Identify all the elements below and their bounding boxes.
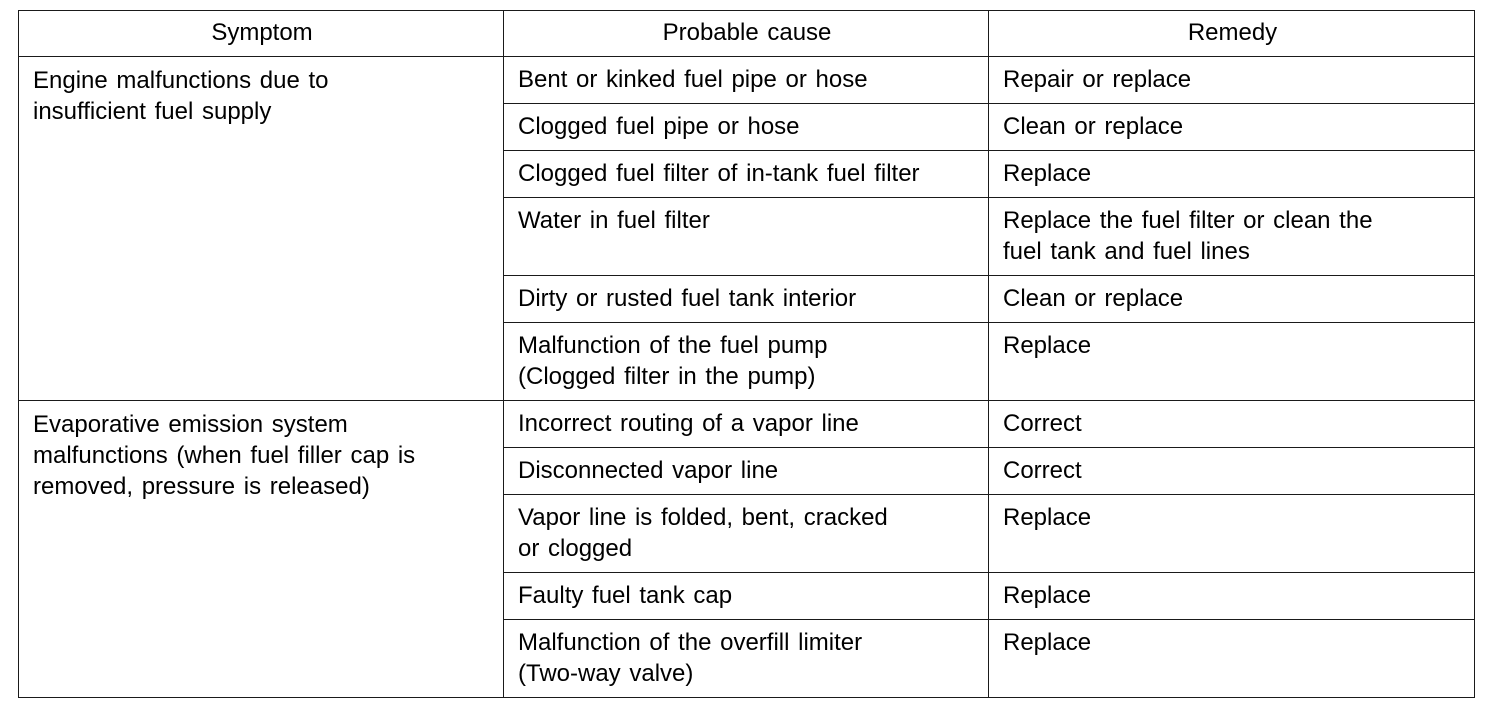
remedy-line: Repair or replace — [1003, 66, 1192, 93]
symptom-line: insufficient fuel supply — [33, 98, 272, 125]
probable-cause-cell — [504, 276, 989, 323]
probable-cause-line: (Two-way valve) — [518, 660, 694, 687]
remedy-cell — [989, 276, 1475, 323]
symptom-line: Evaporative emission system — [33, 411, 348, 438]
remedy-cell — [989, 104, 1475, 151]
remedy-cell — [989, 401, 1475, 448]
troubleshooting-table — [18, 10, 1475, 698]
table-row — [19, 57, 1475, 104]
remedy-line: Replace — [1003, 582, 1092, 609]
remedy-line: Replace — [1003, 629, 1092, 656]
probable-cause-line: Malfunction of the overfill limiter — [518, 629, 863, 656]
probable-cause-line: Bent or kinked fuel pipe or hose — [518, 66, 868, 93]
remedy-line: Correct — [1003, 457, 1082, 484]
probable-cause-line: (Clogged filter in the pump) — [518, 363, 816, 390]
probable-cause-cell — [504, 448, 989, 495]
probable-cause-line: Clogged fuel pipe or hose — [518, 113, 800, 140]
table-body — [19, 57, 1475, 698]
remedy-cell — [989, 620, 1475, 698]
probable-cause-cell — [504, 57, 989, 104]
remedy-cell — [989, 323, 1475, 401]
remedy-line: Clean or replace — [1003, 285, 1184, 312]
probable-cause-cell — [504, 495, 989, 573]
symptom-line: removed, pressure is released) — [33, 473, 370, 500]
probable-cause-cell — [504, 620, 989, 698]
probable-cause-cell — [504, 573, 989, 620]
remedy-line: fuel tank and fuel lines — [1003, 238, 1250, 265]
probable-cause-line: Clogged fuel filter of in-tank fuel filter — [518, 160, 920, 187]
remedy-cell — [989, 448, 1475, 495]
table-row — [19, 401, 1475, 448]
symptom-line: malfunctions (when fuel filler cap is — [33, 442, 416, 469]
probable-cause-cell — [504, 104, 989, 151]
probable-cause-cell — [504, 151, 989, 198]
symptom-cell — [19, 57, 504, 401]
probable-cause-cell — [504, 198, 989, 276]
probable-cause-line: Water in fuel filter — [518, 207, 710, 234]
remedy-cell — [989, 495, 1475, 573]
probable-cause-line: Malfunction of the fuel pump — [518, 332, 828, 359]
probable-cause-line: Incorrect routing of a vapor line — [518, 410, 859, 437]
probable-cause-cell — [504, 401, 989, 448]
header-row — [19, 11, 1475, 57]
symptom-line: Engine malfunctions due to — [33, 67, 329, 94]
remedy-cell — [989, 151, 1475, 198]
remedy-cell — [989, 57, 1475, 104]
remedy-cell — [989, 198, 1475, 276]
probable-cause-line: or clogged — [518, 535, 633, 562]
probable-cause-line: Disconnected vapor line — [518, 457, 779, 484]
probable-cause-line: Faulty fuel tank cap — [518, 582, 733, 609]
probable-cause-line: Dirty or rusted fuel tank interior — [518, 285, 857, 312]
probable-cause-line: Vapor line is folded, bent, cracked — [518, 504, 888, 531]
remedy-line: Replace — [1003, 504, 1092, 531]
remedy-line: Replace — [1003, 160, 1092, 187]
header-remedy: Remedy — [989, 11, 1475, 57]
remedy-line: Replace — [1003, 332, 1092, 359]
probable-cause-cell — [504, 323, 989, 401]
header-probable-cause: Probable cause — [504, 11, 989, 57]
remedy-line: Replace the fuel filter or clean the — [1003, 207, 1373, 234]
remedy-line: Correct — [1003, 410, 1082, 437]
remedy-line: Clean or replace — [1003, 113, 1184, 140]
symptom-cell — [19, 401, 504, 698]
header-symptom: Symptom — [19, 11, 504, 57]
remedy-cell — [989, 573, 1475, 620]
